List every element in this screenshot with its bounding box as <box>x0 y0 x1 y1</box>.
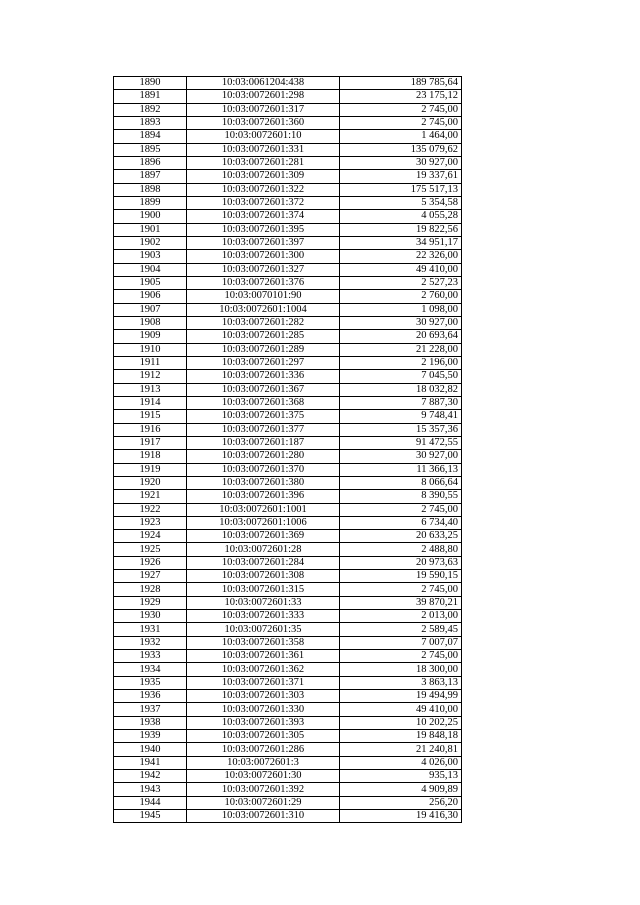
row-number-cell: 1941 <box>114 756 187 769</box>
row-number-cell: 1905 <box>114 276 187 289</box>
row-number-cell: 1930 <box>114 610 187 623</box>
amount-cell: 2 488,80 <box>340 543 462 556</box>
cadastral-number-cell: 10:03:0072601:1006 <box>187 516 340 529</box>
table-row <box>114 396 462 409</box>
table-row <box>114 330 462 343</box>
row-number-cell: 1933 <box>114 650 187 663</box>
table-row <box>114 716 462 729</box>
table-row <box>114 543 462 556</box>
cadastral-number-cell: 10:03:0072601:315 <box>187 583 340 596</box>
amount-cell: 18 300,00 <box>340 663 462 676</box>
table-row <box>114 636 462 649</box>
amount-cell: 23 175,12 <box>340 90 462 103</box>
table-row <box>114 410 462 423</box>
table-row <box>114 236 462 249</box>
row-number-cell: 1894 <box>114 130 187 143</box>
amount-cell: 19 590,15 <box>340 570 462 583</box>
amount-cell: 4 055,28 <box>340 210 462 223</box>
ledger-table-body <box>114 77 462 823</box>
cadastral-number-cell: 10:03:0072601:361 <box>187 650 340 663</box>
amount-cell: 935,13 <box>340 770 462 783</box>
row-number-cell: 1909 <box>114 330 187 343</box>
table-row <box>114 783 462 796</box>
amount-cell: 19 337,61 <box>340 170 462 183</box>
row-number-cell: 1925 <box>114 543 187 556</box>
table-row <box>114 210 462 223</box>
amount-cell: 2 745,00 <box>340 116 462 129</box>
row-number-cell: 1934 <box>114 663 187 676</box>
cadastral-number-cell: 10:03:0072601:380 <box>187 476 340 489</box>
cadastral-number-cell: 10:03:0072601:369 <box>187 530 340 543</box>
amount-cell: 2 196,00 <box>340 356 462 369</box>
cadastral-number-cell: 10:03:0072601:362 <box>187 663 340 676</box>
cadastral-number-cell: 10:03:0072601:285 <box>187 330 340 343</box>
amount-cell: 49 410,00 <box>340 263 462 276</box>
table-row <box>114 516 462 529</box>
row-number-cell: 1895 <box>114 143 187 156</box>
amount-cell: 8 390,55 <box>340 490 462 503</box>
row-number-cell: 1916 <box>114 423 187 436</box>
amount-cell: 7 887,30 <box>340 396 462 409</box>
amount-cell: 21 240,81 <box>340 743 462 756</box>
cadastral-number-cell: 10:03:0072601:374 <box>187 210 340 223</box>
amount-cell: 189 785,64 <box>340 77 462 90</box>
row-number-cell: 1936 <box>114 690 187 703</box>
table-row <box>114 556 462 569</box>
cadastral-number-cell: 10:03:0072601:1001 <box>187 503 340 516</box>
cadastral-number-cell: 10:03:0072601:376 <box>187 276 340 289</box>
row-number-cell: 1900 <box>114 210 187 223</box>
table-row <box>114 103 462 116</box>
amount-cell: 20 693,64 <box>340 330 462 343</box>
table-row <box>114 743 462 756</box>
amount-cell: 19 848,18 <box>340 730 462 743</box>
row-number-cell: 1914 <box>114 396 187 409</box>
amount-cell: 4 026,00 <box>340 756 462 769</box>
table-row <box>114 276 462 289</box>
row-number-cell: 1893 <box>114 116 187 129</box>
cadastral-number-cell: 10:03:0072601:392 <box>187 783 340 796</box>
table-row <box>114 170 462 183</box>
row-number-cell: 1938 <box>114 716 187 729</box>
row-number-cell: 1890 <box>114 77 187 90</box>
row-number-cell: 1927 <box>114 570 187 583</box>
cadastral-number-cell: 10:03:0072601:331 <box>187 143 340 156</box>
table-row <box>114 663 462 676</box>
amount-cell: 20 973,63 <box>340 556 462 569</box>
row-number-cell: 1903 <box>114 250 187 263</box>
amount-cell: 30 927,00 <box>340 316 462 329</box>
amount-cell: 11 366,13 <box>340 463 462 476</box>
row-number-cell: 1907 <box>114 303 187 316</box>
cadastral-number-cell: 10:03:0072601:29 <box>187 796 340 809</box>
cadastral-number-cell: 10:03:0072601:310 <box>187 810 340 823</box>
table-row <box>114 490 462 503</box>
table-row <box>114 463 462 476</box>
table-row <box>114 290 462 303</box>
row-number-cell: 1891 <box>114 90 187 103</box>
table-row <box>114 650 462 663</box>
row-number-cell: 1902 <box>114 236 187 249</box>
row-number-cell: 1942 <box>114 770 187 783</box>
row-number-cell: 1912 <box>114 370 187 383</box>
row-number-cell: 1924 <box>114 530 187 543</box>
amount-cell: 2 527,23 <box>340 276 462 289</box>
table-row <box>114 703 462 716</box>
row-number-cell: 1922 <box>114 503 187 516</box>
amount-cell: 7 007,07 <box>340 636 462 649</box>
table-row <box>114 343 462 356</box>
row-number-cell: 1919 <box>114 463 187 476</box>
cadastral-number-cell: 10:03:0072601:370 <box>187 463 340 476</box>
amount-cell: 9 748,41 <box>340 410 462 423</box>
cadastral-number-cell: 10:03:0072601:30 <box>187 770 340 783</box>
row-number-cell: 1897 <box>114 170 187 183</box>
amount-cell: 39 870,21 <box>340 596 462 609</box>
cadastral-number-cell: 10:03:0072601:280 <box>187 450 340 463</box>
table-row <box>114 623 462 636</box>
amount-cell: 8 066,64 <box>340 476 462 489</box>
amount-cell: 5 354,58 <box>340 196 462 209</box>
cadastral-number-cell: 10:03:0072601:289 <box>187 343 340 356</box>
row-number-cell: 1892 <box>114 103 187 116</box>
table-row <box>114 90 462 103</box>
amount-cell: 2 745,00 <box>340 103 462 116</box>
table-row <box>114 690 462 703</box>
cadastral-number-cell: 10:03:0061204:438 <box>187 77 340 90</box>
amount-cell: 2 745,00 <box>340 583 462 596</box>
cadastral-number-cell: 10:03:0072601:327 <box>187 263 340 276</box>
row-number-cell: 1901 <box>114 223 187 236</box>
table-row <box>114 370 462 383</box>
amount-cell: 256,20 <box>340 796 462 809</box>
row-number-cell: 1940 <box>114 743 187 756</box>
cadastral-number-cell: 10:03:0072601:10 <box>187 130 340 143</box>
amount-cell: 30 927,00 <box>340 156 462 169</box>
cadastral-number-cell: 10:03:0072601:396 <box>187 490 340 503</box>
amount-cell: 19 822,56 <box>340 223 462 236</box>
table-row <box>114 130 462 143</box>
cadastral-number-cell: 10:03:0072601:300 <box>187 250 340 263</box>
amount-cell: 2 013,00 <box>340 610 462 623</box>
table-row <box>114 77 462 90</box>
amount-cell: 91 472,55 <box>340 436 462 449</box>
cadastral-number-cell: 10:03:0072601:358 <box>187 636 340 649</box>
amount-cell: 2 589,45 <box>340 623 462 636</box>
row-number-cell: 1937 <box>114 703 187 716</box>
row-number-cell: 1923 <box>114 516 187 529</box>
table-row <box>114 756 462 769</box>
row-number-cell: 1896 <box>114 156 187 169</box>
amount-cell: 3 863,13 <box>340 676 462 689</box>
row-number-cell: 1921 <box>114 490 187 503</box>
table-row <box>114 796 462 809</box>
table-row <box>114 356 462 369</box>
row-number-cell: 1945 <box>114 810 187 823</box>
cadastral-number-cell: 10:03:0072601:282 <box>187 316 340 329</box>
row-number-cell: 1898 <box>114 183 187 196</box>
cadastral-number-cell: 10:03:0072601:367 <box>187 383 340 396</box>
table-row <box>114 116 462 129</box>
row-number-cell: 1928 <box>114 583 187 596</box>
row-number-cell: 1929 <box>114 596 187 609</box>
amount-cell: 15 357,36 <box>340 423 462 436</box>
cadastral-number-cell: 10:03:0072601:360 <box>187 116 340 129</box>
table-row <box>114 196 462 209</box>
amount-cell: 19 494,99 <box>340 690 462 703</box>
cadastral-number-cell: 10:03:0072601:187 <box>187 436 340 449</box>
cadastral-number-cell: 10:03:0072601:368 <box>187 396 340 409</box>
cadastral-number-cell: 10:03:0070101:90 <box>187 290 340 303</box>
amount-cell: 1 464,00 <box>340 130 462 143</box>
amount-cell: 19 416,30 <box>340 810 462 823</box>
row-number-cell: 1911 <box>114 356 187 369</box>
table-row <box>114 596 462 609</box>
amount-cell: 20 633,25 <box>340 530 462 543</box>
table-row <box>114 583 462 596</box>
cadastral-number-cell: 10:03:0072601:305 <box>187 730 340 743</box>
cadastral-number-cell: 10:03:0072601:317 <box>187 103 340 116</box>
cadastral-number-cell: 10:03:0072601:309 <box>187 170 340 183</box>
cadastral-number-cell: 10:03:0072601:284 <box>187 556 340 569</box>
amount-cell: 2 745,00 <box>340 650 462 663</box>
table-row <box>114 423 462 436</box>
row-number-cell: 1932 <box>114 636 187 649</box>
row-number-cell: 1943 <box>114 783 187 796</box>
amount-cell: 6 734,40 <box>340 516 462 529</box>
row-number-cell: 1939 <box>114 730 187 743</box>
row-number-cell: 1935 <box>114 676 187 689</box>
table-row <box>114 770 462 783</box>
cadastral-number-cell: 10:03:0072601:298 <box>187 90 340 103</box>
row-number-cell: 1931 <box>114 623 187 636</box>
table-row <box>114 676 462 689</box>
table-row <box>114 530 462 543</box>
cadastral-number-cell: 10:03:0072601:333 <box>187 610 340 623</box>
amount-cell: 2 745,00 <box>340 503 462 516</box>
amount-cell: 2 760,00 <box>340 290 462 303</box>
amount-cell: 18 032,82 <box>340 383 462 396</box>
cadastral-number-cell: 10:03:0072601:393 <box>187 716 340 729</box>
ledger-table <box>113 76 462 823</box>
amount-cell: 175 517,13 <box>340 183 462 196</box>
row-number-cell: 1944 <box>114 796 187 809</box>
cadastral-number-cell: 10:03:0072601:28 <box>187 543 340 556</box>
cadastral-number-cell: 10:03:0072601:377 <box>187 423 340 436</box>
cadastral-number-cell: 10:03:0072601:297 <box>187 356 340 369</box>
table-row <box>114 810 462 823</box>
row-number-cell: 1920 <box>114 476 187 489</box>
table-row <box>114 570 462 583</box>
table-row <box>114 316 462 329</box>
amount-cell: 21 228,00 <box>340 343 462 356</box>
row-number-cell: 1913 <box>114 383 187 396</box>
cadastral-number-cell: 10:03:0072601:397 <box>187 236 340 249</box>
row-number-cell: 1899 <box>114 196 187 209</box>
cadastral-number-cell: 10:03:0072601:372 <box>187 196 340 209</box>
amount-cell: 34 951,17 <box>340 236 462 249</box>
table-row <box>114 303 462 316</box>
row-number-cell: 1915 <box>114 410 187 423</box>
table-row <box>114 610 462 623</box>
amount-cell: 1 098,00 <box>340 303 462 316</box>
row-number-cell: 1904 <box>114 263 187 276</box>
table-row <box>114 383 462 396</box>
cadastral-number-cell: 10:03:0072601:3 <box>187 756 340 769</box>
amount-cell: 49 410,00 <box>340 703 462 716</box>
cadastral-number-cell: 10:03:0072601:330 <box>187 703 340 716</box>
table-row <box>114 250 462 263</box>
table-row <box>114 156 462 169</box>
cadastral-number-cell: 10:03:0072601:322 <box>187 183 340 196</box>
amount-cell: 4 909,89 <box>340 783 462 796</box>
cadastral-number-cell: 10:03:0072601:371 <box>187 676 340 689</box>
amount-cell: 7 045,50 <box>340 370 462 383</box>
table-row <box>114 476 462 489</box>
row-number-cell: 1926 <box>114 556 187 569</box>
row-number-cell: 1917 <box>114 436 187 449</box>
cadastral-number-cell: 10:03:0072601:375 <box>187 410 340 423</box>
cadastral-number-cell: 10:03:0072601:35 <box>187 623 340 636</box>
cadastral-number-cell: 10:03:0072601:303 <box>187 690 340 703</box>
table-row <box>114 223 462 236</box>
table-row <box>114 436 462 449</box>
amount-cell: 22 326,00 <box>340 250 462 263</box>
row-number-cell: 1908 <box>114 316 187 329</box>
table-row <box>114 263 462 276</box>
amount-cell: 30 927,00 <box>340 450 462 463</box>
table-row <box>114 450 462 463</box>
table-row <box>114 183 462 196</box>
row-number-cell: 1918 <box>114 450 187 463</box>
cadastral-number-cell: 10:03:0072601:336 <box>187 370 340 383</box>
table-row <box>114 730 462 743</box>
row-number-cell: 1910 <box>114 343 187 356</box>
table-row <box>114 143 462 156</box>
cadastral-number-cell: 10:03:0072601:395 <box>187 223 340 236</box>
table-row <box>114 503 462 516</box>
cadastral-number-cell: 10:03:0072601:308 <box>187 570 340 583</box>
amount-cell: 10 202,25 <box>340 716 462 729</box>
cadastral-number-cell: 10:03:0072601:281 <box>187 156 340 169</box>
amount-cell: 135 079,62 <box>340 143 462 156</box>
cadastral-number-cell: 10:03:0072601:33 <box>187 596 340 609</box>
cadastral-number-cell: 10:03:0072601:1004 <box>187 303 340 316</box>
cadastral-number-cell: 10:03:0072601:286 <box>187 743 340 756</box>
row-number-cell: 1906 <box>114 290 187 303</box>
